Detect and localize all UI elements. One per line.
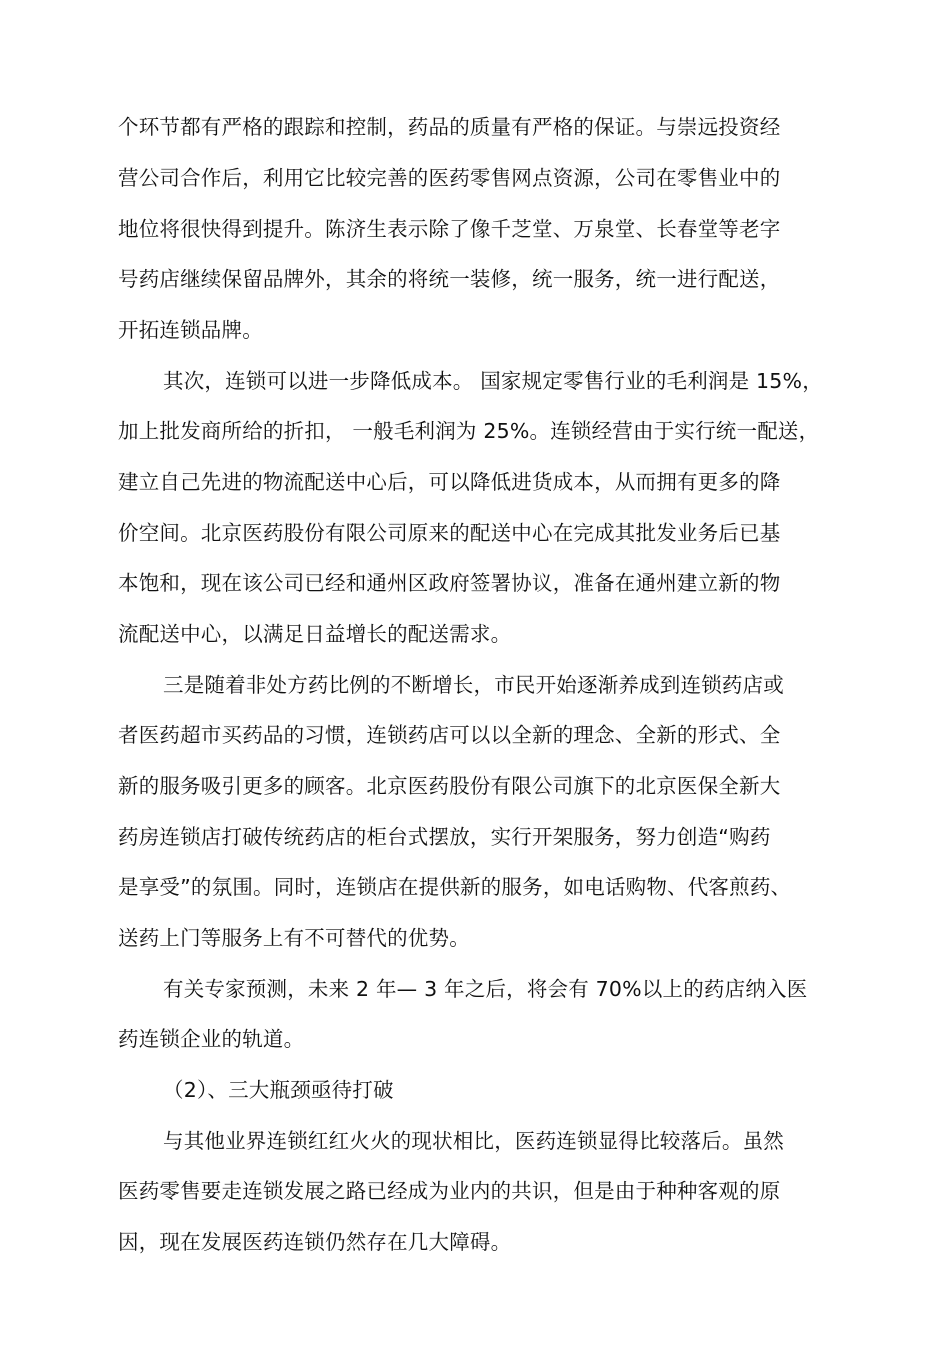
paragraph-line: 是享受”的氛围。同时，连锁店在提供新的服务，如电话购物、代客煎药、 (118, 875, 792, 899)
paragraph-line: 者医药超市买药品的习惯，连锁药店可以以全新的理念、全新的形式、全 (118, 723, 781, 747)
paragraph-line: 新的服务吸引更多的顾客。北京医药股份有限公司旗下的北京医保全新大 (118, 774, 781, 798)
paragraph-line: 营公司合作后，利用它比较完善的医药零售网点资源，公司在零售业中的 (118, 166, 781, 190)
section-heading: （2）、三大瓶颈亟待打破 (163, 1078, 394, 1102)
paragraph-line: 药连锁企业的轨道。 (118, 1027, 305, 1051)
paragraph-line: 建立自己先进的物流配送中心后，可以降低进货成本，从而拥有更多的降 (118, 470, 781, 494)
paragraph-line: 地位将很快得到提升。陈济生表示除了像千芝堂、万泉堂、长春堂等老字 (118, 217, 781, 241)
paragraph-line: 送药上门等服务上有不可替代的优势。 (118, 926, 470, 950)
paragraph-line: 本饱和，现在该公司已经和通州区政府签署协议，准备在通州建立新的物 (118, 571, 781, 595)
paragraph-line: 加上批发商所给的折扣， 一般毛利润为 25%。连锁经营由于实行统一配送， (118, 419, 820, 443)
paragraph-line: 其次，连锁可以进一步降低成本。 国家规定零售行业的毛利润是 15%， (163, 369, 823, 393)
paragraph-line: 因，现在发展医药连锁仍然存在几大障碍。 (118, 1230, 512, 1254)
paragraph-line: 三是随着非处方药比例的不断增长，市民开始逐渐养成到连锁药店或 (163, 673, 784, 697)
paragraph-line: 有关专家预测，未来 2 年— 3 年之后，将会有 70%以上的药店纳入医 (163, 977, 808, 1001)
paragraph-line: 价空间。北京医药股份有限公司原来的配送中心在完成其批发业务后已基 (118, 521, 781, 545)
paragraph-line: 开拓连锁品牌。 (118, 318, 263, 342)
paragraph-line: 流配送中心，以满足日益增长的配送需求。 (118, 622, 512, 646)
paragraph-line: 号药店继续保留品牌外，其余的将统一装修，统一服务，统一进行配送， (118, 267, 781, 291)
paragraph-line: 医药零售要走连锁发展之路已经成为业内的共识，但是由于种种客观的原 (118, 1179, 781, 1203)
paragraph-line: 个环节都有严格的跟踪和控制，药品的质量有严格的保证。与崇远投资经 (118, 115, 781, 139)
paragraph-line: 药房连锁店打破传统药店的柜台式摆放，实行开架服务，努力创造“购药 (118, 825, 771, 849)
paragraph-line: 与其他业界连锁红红火火的现状相比，医药连锁显得比较落后。虽然 (163, 1129, 784, 1153)
